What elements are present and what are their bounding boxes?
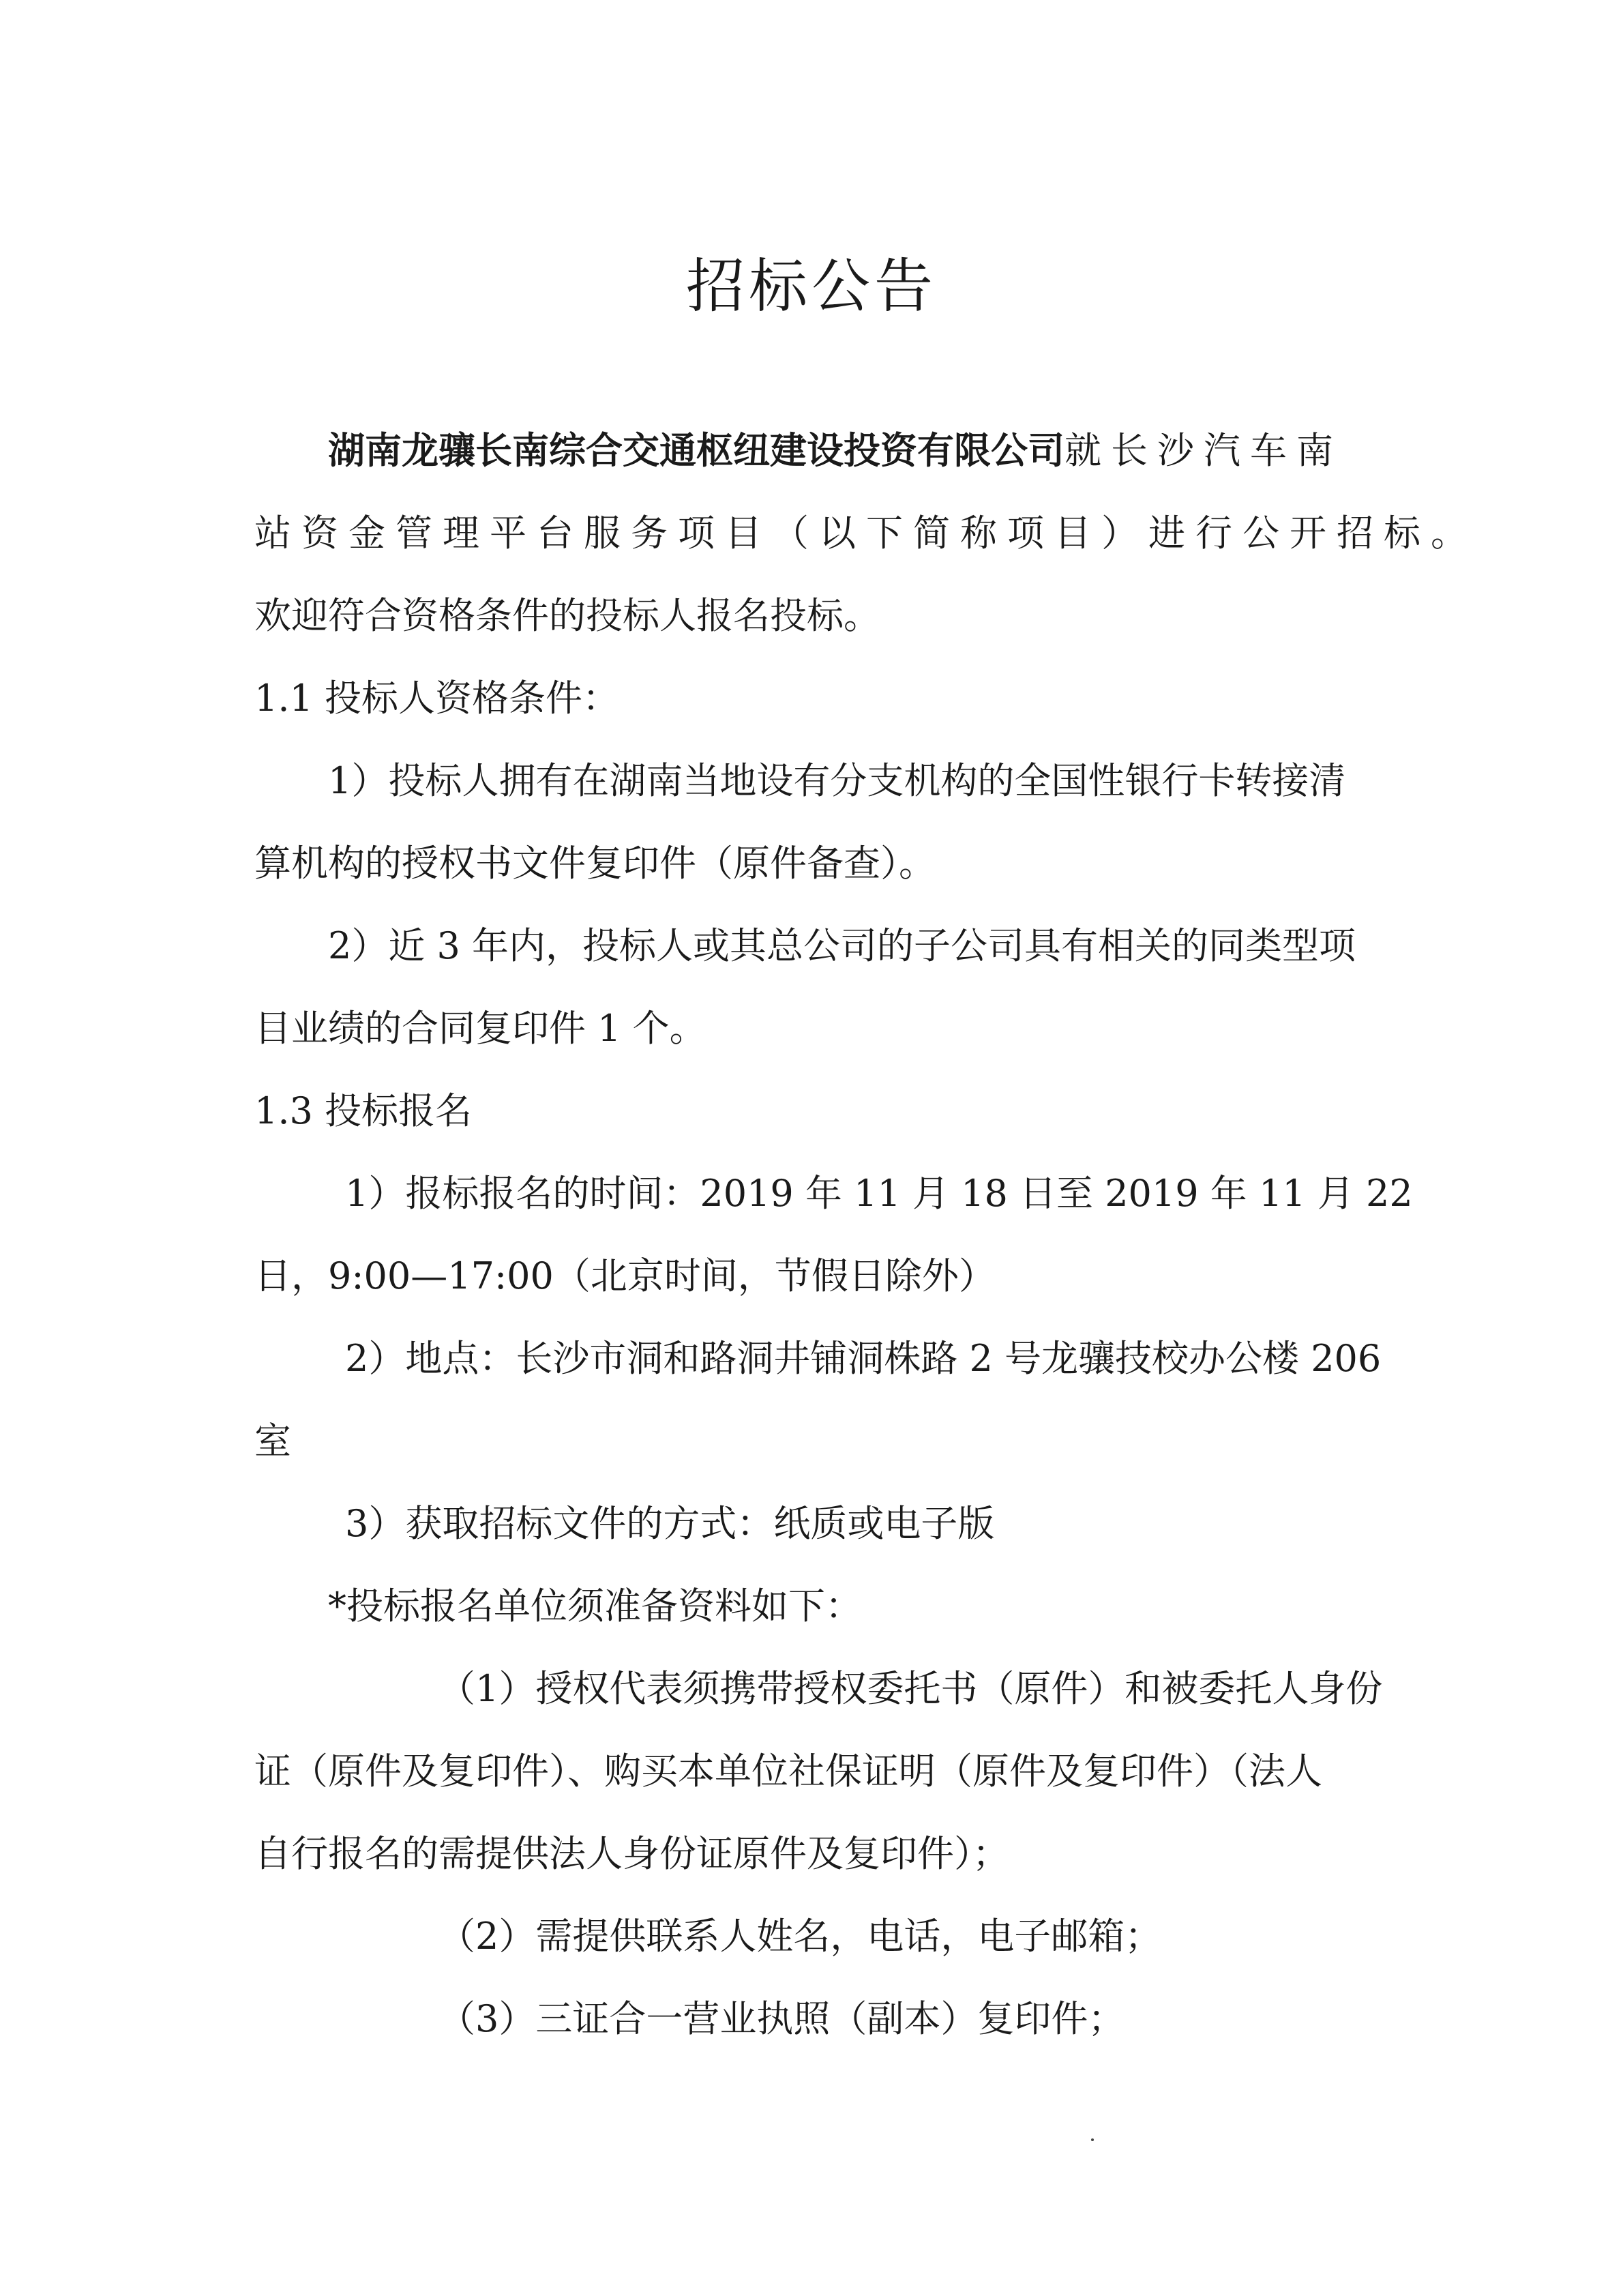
document-body [254, 409, 1478, 2060]
material-1-line-1: （1）授权代表须携带授权委托书（原件）和被委托人身份 [438, 1667, 1383, 1710]
section-1-3-heading: 1.3 投标报名 [254, 1089, 473, 1132]
material-2: （2）需提供联系人姓名，电话，电子邮箱； [438, 1915, 1162, 1958]
registration-place-line-2: 室 [254, 1419, 291, 1462]
material-1-line-3: 自行报名的需提供法人身份证原件及复印件）； [254, 1832, 1009, 1875]
page-title: 招标公告 [686, 252, 937, 321]
intro-line-2: 站资金管理平台服务项目（以下简称项目）进行公开招标。 [254, 512, 1478, 555]
intro-line-3: 欢迎符合资格条件的投标人报名投标。 [254, 594, 880, 637]
registration-place-line-1: 2）地点：长沙市洞和路洞井铺洞株路 2 号龙骧技校办公楼 206 [345, 1337, 1382, 1380]
intro-line-1-rest: 就长沙汽车南 [1064, 429, 1343, 472]
materials-heading: *投标报名单位须准备资料如下： [328, 1585, 862, 1628]
material-1-line-2: 证（原件及复印件）、购买本单位社保证明（原件及复印件）（法人 [254, 1750, 1322, 1793]
document-method: 3）获取招标文件的方式：纸质或电子版 [345, 1502, 995, 1545]
company-name: 湖南龙骧长南综合交通枢纽建设投资有限公司 [328, 428, 1064, 472]
qualification-item-2-line-2: 目业绩的合同复印件 1 个。 [254, 1007, 706, 1050]
qualification-item-1-line-1: 1）投标人拥有在湖南当地设有分支机构的全国性银行卡转接清 [328, 759, 1346, 802]
material-3: （3）三证合一营业执照（副本）复印件； [438, 1997, 1125, 2040]
qualification-item-2-line-1: 2）近 3 年内，投标人或其总公司的子公司具有相关的同类型项 [328, 924, 1356, 967]
section-1-1-heading: 1.1 投标人资格条件： [254, 677, 620, 720]
registration-time-line-2: 日，9:00—17:00（北京时间，节假日除外） [254, 1254, 996, 1297]
qualification-item-1-line-2: 算机构的授权书文件复印件（原件备查）。 [254, 842, 936, 885]
scan-speck [1091, 2138, 1094, 2141]
intro-line-1 [254, 409, 1390, 492]
registration-time-line-1: 1）报标报名的时间：2019 年 11 月 18 日至 2019 年 11 月 22 [345, 1172, 1413, 1215]
